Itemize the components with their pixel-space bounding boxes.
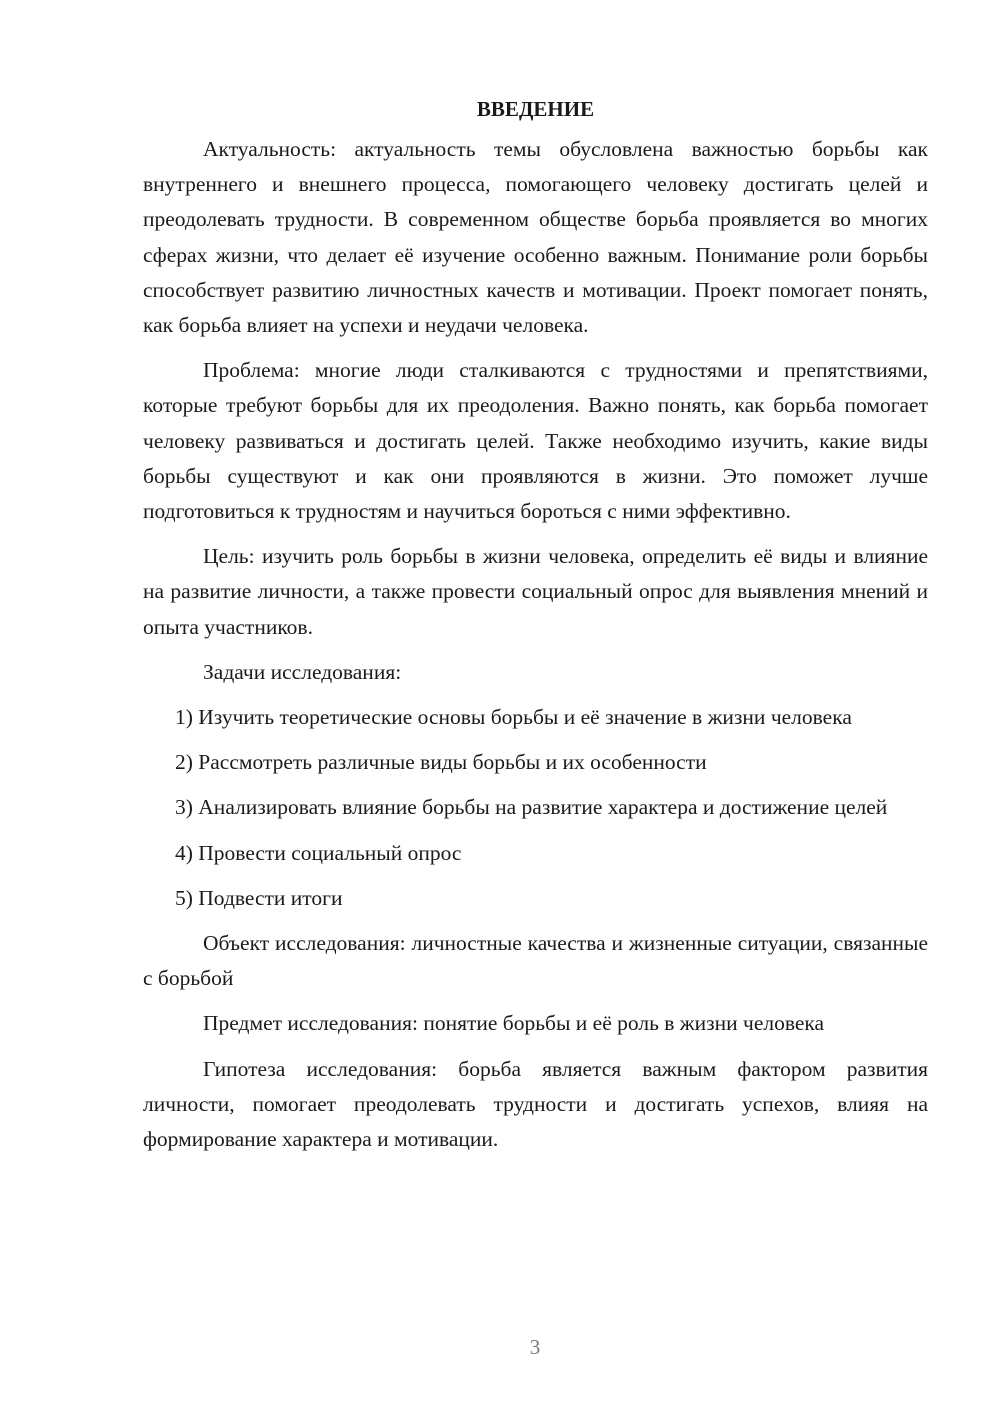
page-number: 3 [529,1335,541,1359]
section-title: ВВЕДЕНИЕ [476,97,595,121]
page-content [143,92,928,1157]
object-paragraph: Объект исследования: личностные качества и жизненные ситуации, связанные с борьбой [143,931,928,991]
tasks-heading: Задачи исследования: [203,659,402,684]
hypothesis-paragraph: Гипотеза исследования: борьба является важным фактором развития личности, помогает преодолевать трудности и достигать успехов, влияя на формирование характера и мотивации. [143,1056,928,1152]
task-item-3: 3) Анализировать влияние борьбы на развитие характера и достижение целей [175,795,888,820]
relevance-paragraph: Актуальность: актуальность темы обусловлена важностью борьбы как внутреннего и внешнего процесса, помогающего человеку достигать целей и преодолевать трудности. В современном обществе борьба проявляется во многих сферах жизни, что делает её изучение особенно важным. Понимание роли борьбы способствует развитию личностных качеств и мотивации. Проект помогает понять, как борьба влияет на успехи и неудачи человека. [143,137,928,338]
problem-paragraph: Проблема: многие люди сталкиваются с трудностями и препятствиями, которые требуют борьбы для их преодоления. Важно понять, как борьба помогает человеку развиваться и достигать целей. Также необходимо изучить, какие виды борьбы существуют и как они проявляются в жизни. Это поможет лучше подготовиться к трудностям и научиться бороться с ними эффективно. [143,358,928,524]
task-item-2: 2) Рассмотреть различные виды борьбы и их особенности [175,750,707,775]
subject-paragraph: Предмет исследования: понятие борьбы и её роль в жизни человека [203,1011,825,1036]
goal-paragraph: Цель: изучить роль борьбы в жизни человека, определить её виды и влияние на развитие личности, а также провести социальный опрос для выявления мнений и опыта участников. [143,544,928,639]
task-item-5: 5) Подвести итоги [175,885,343,910]
task-item-4: 4) Провести социальный опрос [175,840,462,865]
task-item-1: 1) Изучить теоретические основы борьбы и её значение в жизни человека [175,705,852,730]
